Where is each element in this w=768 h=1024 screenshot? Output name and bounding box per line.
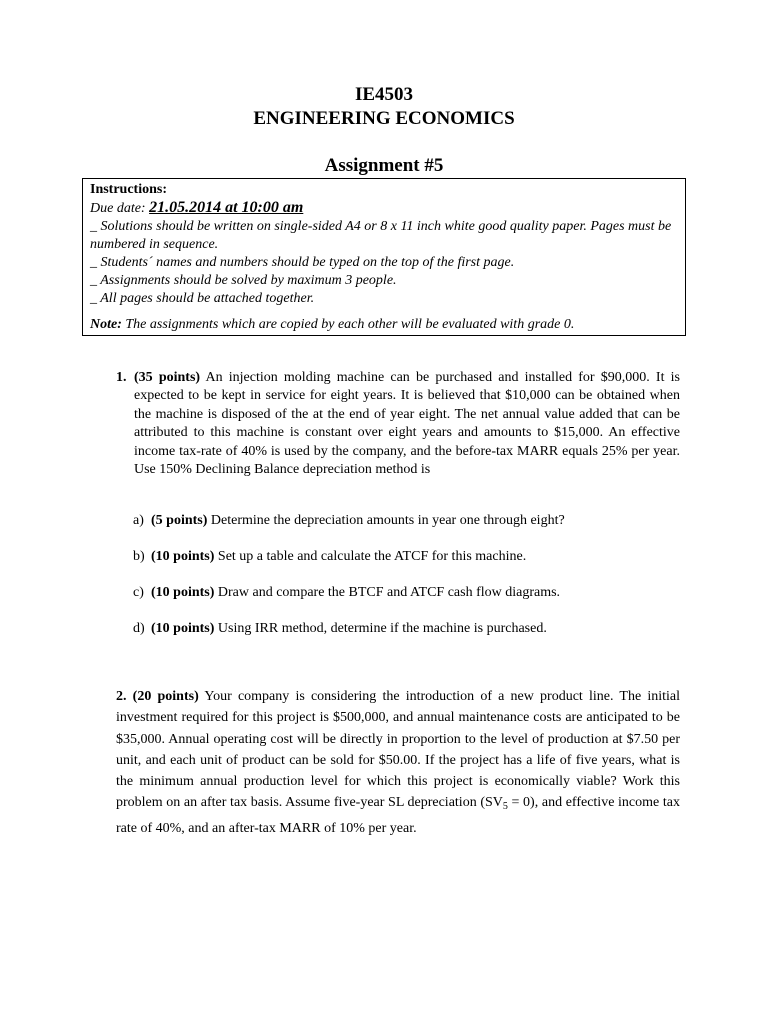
part-text: Set up a table and calculate the ATCF for this machine. (214, 549, 527, 564)
question-1 (116, 369, 680, 479)
course-name: ENGINEERING ECONOMICS (253, 108, 515, 129)
instruction-item: _ Solutions should be written on single-sided A4 or 8 x 11 inch white good quality paper. Pages must be numbered in sequence. (90, 219, 672, 252)
question-1-body: An injection molding machine can be purchased and installed for $90,000. It is expected to be kept in service for eight years. It is believed that $10,000 can be obtained when the machine is disposed of the at the end of year eight. The net annual value added that can be attributed to this machine is constant over eight years and amounts to $15,000. An effective income tax-rate of 40% is used by the company, and the before-tax MARR equals 25% per year. Use 150% Declining Balance depreciation method is (134, 370, 680, 478)
question-2-subscript: 5 (502, 801, 508, 813)
instructions-heading: Instructions: (90, 182, 168, 197)
part-text: Determine the depreciation amounts in year one through eight? (207, 513, 565, 528)
instruction-item: _ Students´ names and numbers should be typed on the top of the first page. (90, 255, 515, 270)
question-2 (116, 686, 680, 839)
part-letter: c) (133, 585, 144, 600)
due-date-line (90, 199, 679, 218)
due-date-value: 21.05.2014 at 10:00 am (149, 199, 304, 216)
question-1-text (134, 369, 680, 479)
instruction-item: _ Assignments should be solved by maximum 3 people. (90, 273, 397, 288)
part-text: Draw and compare the BTCF and ATCF cash flow diagrams. (214, 585, 561, 600)
part-letter: d) (133, 621, 145, 636)
assignment-title: Assignment #5 (324, 155, 444, 176)
question-1-part-c (133, 584, 560, 602)
part-points: (10 points) (151, 621, 215, 636)
part-points: (5 points) (151, 513, 208, 528)
due-date-label: Due date: (90, 201, 150, 216)
note-label: Note: (90, 317, 122, 332)
note-text: The assignments which are copied by each other will be evaluated with grade 0. (121, 317, 575, 332)
instruction-item: _ All pages should be attached together. (90, 291, 315, 306)
question-2-number: 2. (20 points) (116, 689, 199, 704)
instructions-box (82, 178, 686, 336)
question-1-part-d (133, 620, 547, 638)
part-letter: b) (133, 549, 145, 564)
question-2-body: Your company is considering the introduction of a new product line. The initial investment required for this project is $500,000, and annual maintenance costs are anticipated to be $35,000. Annual operating cost will be directly in proportion to the level of production at $7.50 per unit, and each unit of product can be sold for $50.00. If the project has a life of five years, what is the minimum annual production level for which this project is economically viable? Work this problem on an after tax basis. Assume five-year SL depreciation (SV (116, 689, 680, 811)
question-2-body-end: = 0), and effective income tax rate of 40%, and an after-tax MARR of 10% per year. (116, 795, 680, 836)
note-line (90, 316, 679, 334)
part-points: (10 points) (151, 585, 215, 600)
course-code: IE4503 (354, 84, 414, 105)
question-1-part-a (133, 512, 565, 530)
question-1-part-b (133, 548, 526, 566)
part-points: (10 points) (151, 549, 215, 564)
question-1-points: (35 points) (134, 370, 201, 385)
part-text: Using IRR method, determine if the machine is purchased. (214, 621, 547, 636)
part-letter: a) (133, 513, 144, 528)
question-1-number: 1. (116, 370, 127, 385)
